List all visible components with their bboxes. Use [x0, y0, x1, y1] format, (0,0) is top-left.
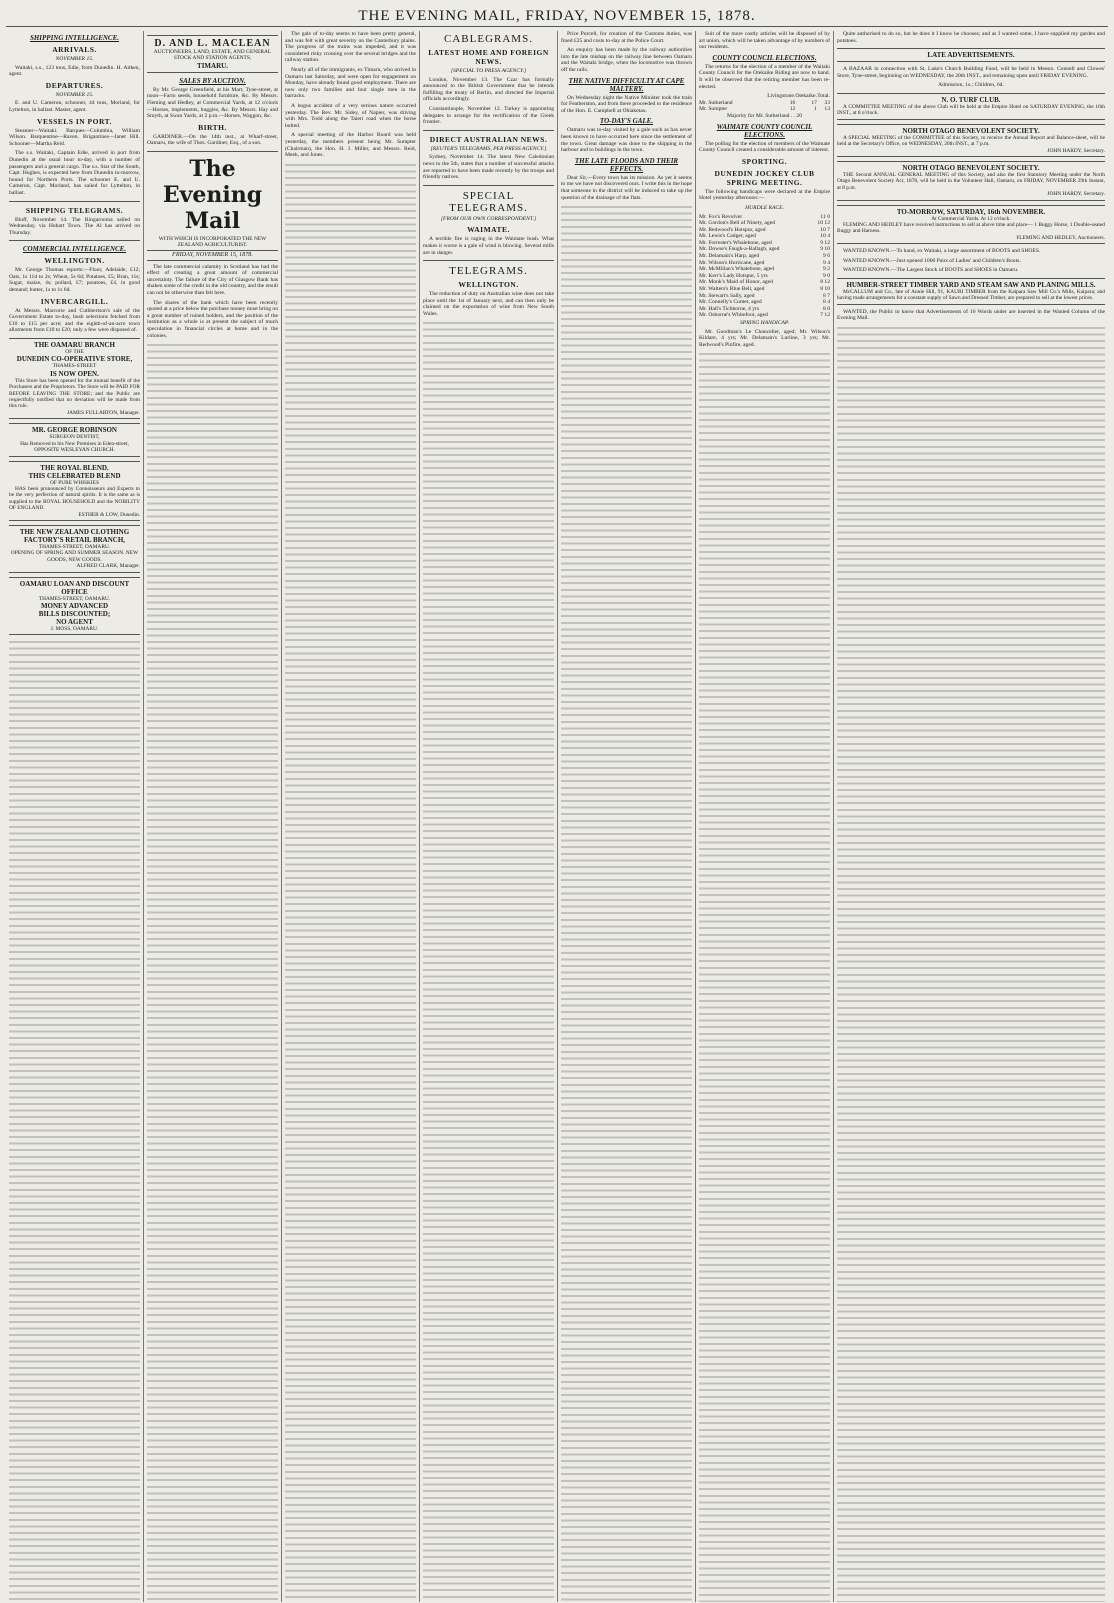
- invercargill-text: At Messrs. Macrorie and Cuthbertson's sale of the Government Estate to-day, bush selections fetched from £10 to £15 per acre; and the eighth-of-an-acre town allotments from £10 to £20; only a few were disposed of.: [9, 307, 140, 334]
- column-6: [696, 31, 834, 1602]
- bazaar-ad: A BAZAAR in connection with St. Luke's Church Building Fund, will be held in Messrs. Connell and Clowes' Store, Tyne-street, beginning on WEDNESDAY, the 20th INST., and remaining open until FRIDAY EVENING.: [837, 66, 1105, 79]
- ad-line: SURGEON DENTIST,: [49, 434, 100, 441]
- direct-australian-text: Sydney, November 14. The latest New Caledonian news to the 5th, states that a number of successful attacks are reported to have been made recently by the troops and friendly natives.: [423, 154, 554, 181]
- horse-weight: 8 0: [823, 305, 830, 312]
- jockey-club-heading: DUNEDIN JOCKEY CLUB SPRING MEETING.: [714, 168, 815, 187]
- ad-line: THIS CELEBRATED BLEND: [28, 471, 121, 480]
- news-para-2: Nearly all of the immigrants, ex Timaru, who arrived in Oamaru last Saturday, and were open for engagement on Monday, have already found good employment. There are now only two families and four single men in the barracks.: [285, 66, 416, 100]
- ad-line: THAMES-STREET: [52, 363, 97, 370]
- telegrams-place: WELLINGTON.: [458, 280, 519, 290]
- newspaper-flag: The Evening Mail: [162, 155, 263, 234]
- table-cell: 16: [789, 99, 796, 106]
- horse-weight: 9 4: [823, 259, 830, 266]
- co-operative-store-ad: [9, 338, 140, 419]
- waimate-council-heading: WAIMATE COUNTY COUNCIL ELECTIONS.: [716, 122, 813, 139]
- horse-name: Mr. Stewart's Sally, aged: [699, 292, 755, 299]
- ad-text: Has Removed to his New Premises in Eden-street, OPPOSITE WESLEYAN CHURCH.: [20, 440, 129, 454]
- ad-line: OPENING OF SPRING AND SUMMER SEASON. NEW GOODS, NEW GOODS.: [10, 550, 139, 563]
- invercargill-heading: INVERCARGILL.: [40, 296, 109, 306]
- horse-name: Mr. Gordon's Bell of Ninety, aged: [699, 220, 775, 227]
- cablegrams-heading: CABLEGRAMS.: [444, 33, 533, 45]
- horse-weight: 10 4: [820, 233, 830, 240]
- ad-line: NORTH OTAGO BENEVOLENT SOCIETY.: [902, 126, 1040, 135]
- ad-text: A SPECIAL MEETING of the COMMITTEE of this Society, to receive the Annual Report and Balance-sheet, will be held at the Secretary's Office, on WEDNESDAY, 20th INST., at 7 p.m.: [837, 134, 1105, 148]
- news-para-1: Price Purcell, for creation of the Customs duties, was fined £25 and costs to-day at the Police Court.: [561, 31, 692, 44]
- special-telegrams-heading: SPECIAL TELEGRAMS.: [449, 189, 528, 214]
- text-filler: [699, 351, 830, 1602]
- ad-line: MONEY ADVANCED: [40, 601, 109, 610]
- ad-line: FACTORY'S RETAIL BRANCH,: [23, 535, 126, 544]
- column-4: [420, 31, 558, 1602]
- hurdle-race-heading: HURDLE RACE.: [745, 204, 784, 211]
- birth-text: GARDINER.—On the 14th inst., at Wharf-street, Oamaru, the wife of Thos. Gardiner, Esq., of a son.: [147, 133, 278, 147]
- telegrams-text: The reduction of duty on Australian wine does not take place until the 1st of January next, and can then only be claimed on the exportation of wine from New South Wales.: [423, 291, 554, 317]
- waimate-text: A terrible fire is raging in the Waimate bush. What makes it worse is a gale of wind is blowing. Several mills are in danger.: [423, 236, 554, 256]
- table-cell: Mr. Sutherland: [699, 99, 733, 106]
- horse-name: Mr. Osborne's Whitefoot, aged: [699, 312, 768, 319]
- ad-line: AUCTIONEERS, LAND, ESTATE, AND GENERAL STOCK AND STATION AGENTS,: [153, 49, 272, 62]
- shipping-telegrams-heading: SHIPPING TELEGRAMS.: [25, 205, 124, 215]
- text-filler: [9, 639, 140, 1602]
- news-para-3: A bogus accident of a very serious nature occurred yesterday. The Rev. Mr. Sidey, of Napier, was driving with Mrs. Todd along the Taieri road when the horse bolted.: [285, 102, 416, 129]
- divider: [9, 201, 140, 202]
- shipping-body: The s.s. Waitaki, Captain Edie, arrived in port from Dunedin at the usual hour to-day, with a number of passengers and a general cargo. The s.s. Star of the South, Capt. Hughes, is expected here from Dunedin to-morrow, bound for Northern Ports. The schooner E. and U. Cameron, Capt. Morland, has sailed for Lyttelton, in ballast.: [9, 150, 140, 196]
- wanted-known-3: WANTED KNOWN.—The Largest Stock of BOOTS and SHOES in Oamaru.: [843, 267, 1019, 274]
- arrivals-heading: ARRIVALS.: [52, 45, 97, 54]
- royal-blend-ad: [9, 461, 140, 521]
- table-row: [699, 299, 830, 306]
- cable-para-1: London, November 13. The Czar has formally announced to the British Government that he intends fulfilling the treaty of Berlin, and directed the Imperial officials accordingly.: [423, 76, 554, 103]
- ad-signature: ALFRED CLARK, Manager.: [76, 563, 140, 570]
- ad-line: THAMES-STREET, OAMARU.: [38, 543, 111, 550]
- horse-weight: 8 10: [820, 286, 830, 293]
- table-cell: 13: [824, 106, 830, 113]
- horse-name: Mr. Monk's Maid of Honor, aged: [699, 279, 773, 286]
- reuters-note: [REUTER'S TELEGRAMS, PER PRESS AGENCY.]: [430, 145, 547, 152]
- table-cell: 17: [811, 99, 817, 106]
- horse-name: Mr. Wilson's Hurricane, aged: [699, 259, 765, 266]
- ad-signature: FLEMING AND HEDLEY, Auctioneers.: [1016, 234, 1105, 241]
- todays-gale-text: Oamaru was to-day visited by a gale such as has never been known to have occurred here since the settlement of the town. Great damage was done to the shipping in the harbour and to buildings in the town.: [561, 127, 692, 154]
- ad-text: FLEMING AND HEDLEY have received instructions to sell at above time and place— 1 Buggy Horse, 1 Double-seated Buggy and Harness.: [837, 222, 1105, 235]
- benevolent-society-ad-1: [837, 124, 1105, 157]
- column-3: [282, 31, 420, 1602]
- wanted-known-1: WANTED KNOWN.—To hand, ex Waitaki, a large assortment of BOOTS and SHOES.: [843, 248, 1041, 255]
- masthead: THE EVENING MAIL, FRIDAY, NOVEMBER 15, 1878.: [6, 6, 1108, 27]
- horse-weight: 10 7: [820, 226, 830, 233]
- ad-signature: JAMES FULLARTON, Manager.: [67, 409, 140, 416]
- telegrams-heading: TELEGRAMS.: [449, 265, 528, 278]
- horse-weight: 9 2: [823, 266, 830, 273]
- birth-heading: BIRTH.: [198, 122, 227, 132]
- horse-name: Mr. Dowse's Faugh-a-Ballagh, aged: [699, 246, 780, 253]
- table-cell: [699, 93, 767, 100]
- ad-line: DUNEDIN CO-OPERATIVE STORE,: [16, 355, 133, 364]
- horse-weight: 11 0: [820, 213, 830, 220]
- ad-line: At Commercial Yards. At 12 o'clock.: [931, 215, 1011, 222]
- ad-line: HUMBER-STREET TIMBER YARD AND STEAM SAW AND PLANING MILLS.: [846, 281, 1096, 290]
- ad-line: BILLS DISCOUNTED;: [38, 609, 111, 618]
- horse-name: Mr. Forrester's Whalebone, aged: [699, 239, 772, 246]
- loan-office-ad: [9, 577, 140, 636]
- divider: [423, 130, 554, 131]
- ad-text: McCALLUM and Co., late of Annie Hill, 91, KAURI TIMBER from the Kaipara Saw Mill Co.'s Mills, Kaipara; and having made arrangements for a constant supply of Sawn and Dressed Timber, are prepared to sell at the lowest prices.: [837, 289, 1105, 302]
- ad-line: TO-MORROW, SATURDAY, 16th NOVEMBER.: [896, 207, 1046, 216]
- news-para-4: A special meeting of the Harbor Board was held yesterday, the members present being Mr. Sumpter (Chairman), the Hon. H. J. Miller, and Messrs. Reid, Meek, and Jones.: [285, 132, 416, 159]
- late-advertisements-heading: [837, 48, 1105, 62]
- clothing-factory-ad: [9, 525, 140, 573]
- table-cell: 12: [789, 106, 796, 113]
- news-para-2: An enquiry has been made by the railway authorities into the late mishap on the railway line between Oamaru and the Waitaki bridge, when the locomotive was thrown off the rails.: [561, 47, 692, 73]
- wellington-text: Mr. George Thomas reports:—Flour, Adelaide, £12; Oats, 1s 11d to 2s; Wheat, 5s 6d; Potatoes, £5; Bran, 11s; Sugar, maize, 4s; pollard, £7; potatoes, £4, in good demand; butter, 1s to 1s 6d.: [9, 267, 140, 294]
- turf-club-ad: [837, 93, 1105, 120]
- column-2: [144, 31, 282, 1602]
- vessels-text: Steamer—Waitaki. Barques—Columbia, William Wilson. Barquentine—Raven. Brigantines—Janet Hill. Schooner—Martha Reid.: [9, 127, 140, 147]
- wellington-heading: WELLINGTON.: [44, 256, 105, 266]
- ad-line: TIMARU.: [197, 61, 228, 70]
- table-row: [699, 266, 830, 273]
- text-filler: [285, 162, 416, 1602]
- horse-name: Mr. Walters's Blue Bell, aged: [699, 286, 765, 293]
- cablegrams-subheading: LATEST HOME AND FOREIGN NEWS.: [428, 48, 549, 66]
- table-cell: Otekaike.: [795, 93, 817, 100]
- table-row: [699, 312, 830, 319]
- table-row: [699, 227, 830, 234]
- waimate-council-text: The polling for the election of members of the Waimate County Council created a considerable amount of interest.: [699, 140, 830, 154]
- table-row: [699, 293, 830, 300]
- horse-weight: 7 12: [820, 312, 830, 319]
- departures-heading: DEPARTURES.: [45, 80, 104, 90]
- horse-name: Mr. McMillan's Whalebone, aged: [699, 266, 775, 273]
- fleming-hedley-ad: [837, 205, 1105, 245]
- news-para-1: The gale of to-day seems to have been pretty general, and was felt with great severity on the Canterbury plains. The progress of the trains was impeded, and it was considered risky crossing over the several bridges and the railway station.: [285, 31, 416, 64]
- horse-weight: 9 10: [820, 246, 830, 253]
- text-filler: [423, 320, 554, 1602]
- ad-signature: J. MOSS, OAMARU.: [50, 625, 99, 632]
- sporting-heading: SPORTING.: [741, 156, 788, 166]
- dateline: FRIDAY, NOVEMBER 15, 1878.: [147, 250, 278, 261]
- table-row: [699, 220, 830, 227]
- ad-line: MR. GEORGE ROBINSON: [32, 426, 117, 435]
- leader-para-2: The shares of the bank which have been recently quoted at a price below the purchase money must bring on a great number of ruined holders, and the position of the institution as a whole is at present the subject of much speculation in financial circles at home and in the colonies.: [147, 299, 278, 339]
- column-7: [834, 31, 1108, 1602]
- sporting-text: The following handicaps were declared at the Empire Hotel yesterday afternoon:—: [699, 188, 830, 202]
- table-cell: Livingstone.: [767, 93, 796, 100]
- divider: [147, 151, 278, 152]
- divider: [423, 185, 554, 186]
- ad-line: NORTH OTAGO BENEVOLENT SOCIETY.: [902, 164, 1040, 172]
- vessels-heading: VESSELS IN PORT.: [37, 116, 112, 126]
- table-cell: 33: [824, 99, 830, 106]
- departures-text: E. and U. Cameron, schooner, 44 tons, Morland, for Lyttelton, in ballast. Master, agent.: [9, 100, 140, 113]
- horse-weight: 10 12: [817, 220, 830, 227]
- column-1: [6, 31, 144, 1602]
- table-row: [699, 93, 830, 100]
- horse-weight: 8 7: [823, 292, 830, 299]
- commercial-heading: COMMERCIAL INTELLIGENCE.: [22, 245, 127, 254]
- table-row: [699, 240, 830, 247]
- columns: [6, 31, 1108, 1602]
- table-row: [699, 246, 830, 253]
- bazaar-admission: Admission, 1s.; Children, 6d.: [938, 82, 1004, 89]
- handicap-table: [699, 214, 830, 320]
- text-filler: [147, 342, 278, 1602]
- table-row: [699, 253, 830, 260]
- wanted-known-4: WANTED, the Public to know that Advertisements of 16 Words under are inserted in the Wanted Column of the Evening Mail.: [837, 308, 1105, 322]
- text-filler: [837, 325, 1105, 1602]
- ad-signature: JOHN HARDY, Secretary.: [1047, 191, 1105, 198]
- horse-weight: 8 12: [820, 279, 830, 286]
- table-cell: 1: [814, 106, 817, 113]
- todays-gale-heading: TO-DAY'S GALE.: [599, 117, 654, 126]
- table-cell: Mr. Sumpter: [699, 106, 728, 113]
- dentist-ad: [9, 423, 140, 456]
- native-difficulty-text: On Wednesday night the Native Minister took the train for Featherston, and from there proceeded to the residence of the Hon. E. Campbell at Ohiaketau.: [561, 94, 692, 114]
- horse-weight: 9 12: [820, 239, 830, 246]
- ad-line: OF PURE WHISKIES: [49, 479, 100, 486]
- table-row: [699, 260, 830, 267]
- ad-text: HAS been pronounced by Connoisseurs and Experts to be the very perfection of natural spirits. It is the same as is supplied to the ROYAL HOUSEHOLD and the NOBILITY OF ENGLAND.: [9, 485, 140, 512]
- table-row: [699, 100, 830, 107]
- letter-continued: Quite authorised to do so, but he does it I know he chooses; and as I wanted some, I have supplied my garden and potatoes.: [837, 31, 1105, 44]
- native-difficulty-heading: THE NATIVE DIFFICULTY AT CAPE MALTERY.: [568, 76, 685, 93]
- ad-text: A COMMITTEE MEETING of the above Club will be held at the Empire Hotel on SATURDAY EVENING, the 16th INST., at 8 o'clock.: [837, 103, 1105, 117]
- ad-signature: JOHN HARDY, Secretary.: [1047, 147, 1105, 154]
- correspondent-note: [FROM OUR OWN CORRESPONDENT.]: [440, 215, 537, 222]
- spring-handicap-heading: SPRING HANDICAP.: [740, 320, 789, 326]
- ad-line: THE ROYAL BLEND.: [40, 463, 109, 472]
- column-5: [558, 31, 696, 1602]
- late-ads-title: LATE ADVERTISEMENTS.: [927, 51, 1015, 60]
- news-para-1: Suit of the more costly articles will be disposed of by art union, which will be taken advantage of by numbers of our residents.: [699, 31, 830, 51]
- horse-name: Mr. Connelly's Comet, aged: [699, 299, 762, 306]
- ad-line: THE NEW ZEALAND CLOTHING: [19, 527, 130, 536]
- ad-line: OAMARU LOAN AND DISCOUNT OFFICE: [19, 579, 130, 596]
- departures-date: NOVEMBER 15.: [55, 91, 94, 98]
- direct-australian-heading: DIRECT AUSTRALIAN NEWS.: [429, 134, 548, 144]
- late-floods-text: Dear Sir,—Every town has its mission. As yet it seems to me we have not discovered ours. I write this in the hope that someone in the district will be induced to take up the question of the drainage of the flats.: [561, 174, 692, 201]
- maclean-auctioneers-ad: [147, 35, 278, 73]
- horse-name: Mr. Fox's Revolver: [699, 213, 743, 220]
- ad-line: THAMES-STREET, OAMARU.: [38, 595, 111, 602]
- table-row: [699, 106, 830, 113]
- county-council-heading: COUNTY COUNCIL ELECTIONS.: [712, 53, 817, 62]
- humber-street-ad: [837, 278, 1105, 305]
- leader-para-1: The late commercial calamity in Scotland has had the effect of creating a great amount of commercial uncertainty. The failure of the City of Glasgow Bank has shaken some of the credit in the old country, and the result can not be otherwise than felt here.: [147, 263, 278, 296]
- horse-name: Mr. Kerr's Lady Hotspur, 5 yrs: [699, 272, 768, 279]
- table-row: [699, 286, 830, 293]
- ad-signature: ESTHER & LOW, Dunedin.: [78, 511, 140, 518]
- horse-weight: 9 6: [823, 253, 830, 260]
- ad-line: THE OAMARU BRANCH: [34, 341, 115, 350]
- ad-line: N. O. TURF CLUB.: [941, 95, 1001, 104]
- horse-name: Mr. Lewis's Cadger, aged: [699, 233, 756, 240]
- text-filler: [561, 204, 692, 1602]
- cable-para-2: Constantinople, November 12. Turkey is appointing delegates to arrange for the rectification of the Greek frontier.: [423, 105, 554, 126]
- horse-weight: 8 4: [823, 299, 830, 306]
- county-council-text: The returns for the election of a member of the Waitaki County Council for the Otekaike Riding are now to hand. It will be observed that the retiring member has been re-elected.: [699, 63, 830, 90]
- press-agency-note: [SPECIAL TO PRESS AGENCY.]: [450, 68, 527, 74]
- ad-line: IS NOW OPEN.: [50, 369, 99, 378]
- ad-text: THE Second ANNUAL GENERAL MEETING of this Society, and also the first Statutory Meeting under the North Otago Benevolent Society Act, 1878, will be held in the Volunteer Hall, Oamaru, on FRIDAY, NOVEMBER 29th Instant, at 8 p.m.: [837, 172, 1105, 191]
- ad-line: D. AND L. MACLEAN: [154, 38, 271, 49]
- sales-text: By Mr. George Greenfield, at his Mart, Tyne-street, at noon—Farm seeds, household furniture, &c. By Messrs. Fleming and Hedley, at Commercial Yards, at 12 o'clock—Horses, implements, buggies, &c. By Messrs. Hay and Smyth, at Swan Yards, at 2 p.m.—Horses, Waggon, &c.: [147, 86, 278, 120]
- waimate-heading: WAIMATE.: [467, 225, 510, 235]
- shipping-heading: SHIPPING INTELLIGENCE.: [29, 34, 120, 42]
- table-row: [699, 279, 830, 286]
- wanted-known-2: WANTED KNOWN.—Just opened 1000 Pairs of Ladies' and Children's Boots.: [843, 257, 1021, 264]
- flag-subtitle: WITH WHICH IS INCORPORATED THE NEW ZEALAND AGRICULTURIST.: [158, 235, 267, 248]
- majority-line: Majority for Mr. Sutherland . . 20: [726, 112, 803, 119]
- spring-handicap-text: Mr. Goodman's Le Chancelier, aged; Mr. Wilson's Kildare, 4 yrs; Mr. Delamain's Lurline, 3 yrs; Mr. Redwood's Pinfire, aged.: [699, 328, 830, 348]
- horse-name: Mr. Hall's Tichborne, 4 yrs: [699, 305, 760, 312]
- election-results-table: [699, 93, 830, 113]
- horse-name: Mr. Redwood's Hotspur, aged: [699, 226, 766, 233]
- arrivals-date: NOVEMBER 15.: [55, 56, 94, 62]
- divider: [423, 260, 554, 261]
- ad-text: This Store has been opened for the mutual benefit of the Purchasers and the Proprietors. The Store will be PAID FOR BEFORE LEAVING THE STORE; and the Public are respectfully notified that no deviation will be made from this rule.: [9, 377, 140, 410]
- horse-name: Mr. Delamain's Harp, aged: [699, 253, 760, 260]
- divider: [9, 240, 140, 241]
- shipping-telegrams-text: Bluff, November 14. The Ringarooma sailed on Wednesday, via Hobart Town. The Al has arrived on Thursday.: [9, 216, 140, 236]
- benevolent-society-ad-2: [837, 161, 1105, 201]
- ad-line: OF THE: [65, 349, 84, 356]
- late-floods-heading: THE LATE FLOODS AND THEIR EFFECTS.: [574, 156, 679, 173]
- ad-line: NO AGENT: [56, 617, 93, 626]
- horse-weight: 9 0: [823, 272, 830, 279]
- arrivals-text: Waitaki, s.s., 123 tons, Edie, from Dunedin. H. Aitken, agent.: [9, 64, 140, 78]
- sales-heading: SALES BY AUCTION.: [179, 76, 246, 85]
- table-row: [699, 233, 830, 240]
- table-cell: Total.: [817, 93, 830, 100]
